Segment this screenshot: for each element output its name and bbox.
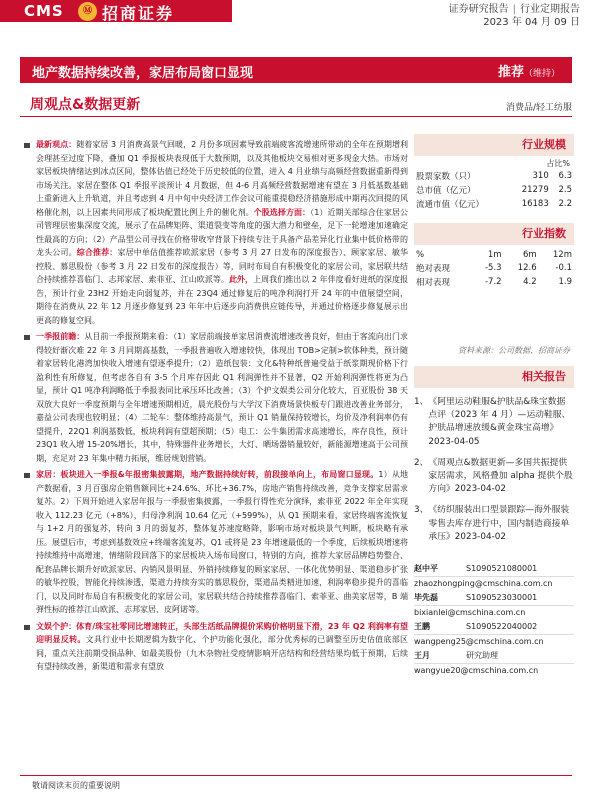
analyst-id: S1090523030001 (466, 593, 538, 602)
page-header (0, 0, 600, 32)
analyst-name: 王鹏 (414, 622, 430, 631)
section-title: 周观点&数据更新 (30, 97, 141, 113)
logo-en: CMS (24, 2, 64, 20)
paragraph-q1-preview: 一季报前瞻：从目前一季报预期来看：（1）家居前端接单家居消费流增速改善良好，但由于客流向出门求得较好渐次难 22 年 3 月同期高基数，一季报普遍收入增速较快，体现出 TOB>定制>软体种类，预计随着家居转化港湾加快收入增速有望逐季提升；（2）造纸包装：文化&特种纸普遍受益于纸浆期现价格下行盈利性有所修复，但考虑各自有 3-5 个月库存因此 Q1 利润弹性并不显著，Q2 开始利润弹性将更为凸显，预计 Q1 吨净利润略低于季报表同比承压环比改善；（3）个护文娱类公司分化较大，百亚股份 38 天双放大良好一季度预期与全年增速预期相近，晨光股份与大学汉下消费场景快板专门跟进改善业务部分，嘉益公司表现也较明显；（4）二轮车：整体维持高景气，预计 Q1 销量保持较增长，均价及净利润率仍有望提升，22Q1 利润基数低，板块利润有望超预期；（5）电工：公牛集团需求高速增长，库存良性，预计 23Q1 收入增 15-20%增长，其中，特殊器件业务增长，大灯、晒场器销量较好，新能源增速高于公司预期，充足对 23 年集中精力拓展，维居规划营销。 (24, 330, 408, 465)
index-row: 相对表现 -7.2 4.2 1.9 (416, 277, 572, 288)
bullet-icon (24, 625, 30, 630)
bullet-icon (24, 335, 30, 340)
rating-badge: 推荐（维持） (497, 65, 560, 80)
index-header-row: % 1m 6m 12m (416, 250, 572, 260)
related-reports-header: 相关报告 (414, 366, 574, 388)
chart-source: 资料来源：公司数据、招商证券 (458, 346, 570, 355)
sector-label: 消费品/轻工纺服 (505, 103, 572, 113)
bullet-icon (24, 473, 30, 478)
analyst-entry (414, 620, 574, 649)
industry-scale-table (414, 169, 574, 211)
industry-index-table (414, 249, 574, 289)
analyst-id: 研究助理 (466, 651, 498, 660)
footer-note: 敬请阅读末页的重要说明 (32, 781, 120, 790)
analyst-email[interactable]: wangpeng25@cmschina.com.cn (414, 637, 544, 646)
analyst-email[interactable]: wangyue20@cmschina.com.cn (414, 666, 539, 675)
analyst-id: S1090522040002 (466, 622, 538, 631)
brand-logo (0, 0, 232, 22)
scale-unit: 占比% (546, 159, 570, 168)
report-type: 证券研究报告 | 行业定期报告 (448, 4, 580, 15)
analyst-entry (414, 591, 574, 620)
analyst-entry (414, 649, 574, 678)
index-chart (414, 289, 574, 345)
scale-row: 流通市值（亿元） 16183 2.2 (416, 199, 572, 210)
related-reports-list (414, 396, 574, 544)
analyst-name: 赵中平 (414, 564, 438, 573)
sidebar (414, 120, 574, 544)
scale-row: 总市值（亿元） 21279 2.5 (416, 185, 572, 196)
logo-cn: 招商证券 (102, 4, 175, 23)
related-report-link[interactable]: 2、 《周观点&数据更新—多国共振提供家居需求，风格叠加 alpha 提供个股方向》2023-04-02 (414, 457, 573, 495)
industry-index-header: 行业指数 (414, 223, 574, 245)
related-report-link[interactable]: 3、 《纺织服装出口型景跟踪—海外服装零售去库存进行中，国内制造商接单承压》2023-04-02 (414, 505, 570, 542)
analyst-email[interactable]: zhaozhongping@cmschina.com.cn (414, 579, 553, 588)
related-report-link[interactable]: 1、 《阿里运动鞋服&护肤品&珠宝数据点评（2023 年 4 月）—运动鞋服、护肤品增速放缓&黄金珠宝高增》2023-04-05 (414, 397, 571, 447)
analyst-entry (414, 562, 574, 591)
analyst-id: S1090521080001 (466, 564, 538, 573)
paragraph-stationery-personal-care: 文娱个护：体育/珠宝社零同比增速转正，头部生活纸品牌提价采购价格明显下滑，23 年 Q2 利润率有望迎明显反转。文具行业中长期逻辑为数字化、个护功能化强化，部分优秀标的已调整至历史估值底部区间，重点关注前期受损品种、如最美股份（九木杂物社受疫情影响开店结构和经营结果均低于预期，后续有望持续改善，新渠道和需求有望放 (24, 620, 408, 674)
title-bar (20, 57, 572, 83)
analyst-list (414, 562, 574, 678)
logo-emblem-icon: Ⓜ (78, 2, 97, 21)
paragraph-home-furnishing: 家居：板块进入一季报&年报密集披露期，地产数据持续好转，前段接单向上，布局窗口显现。1）从地产数据看，3 月百强房企销售额同比+24.6%、环比+36.7%，房地产销售持续改善，竞争支撑家居需求复苏。2）下周开始进入家居年报与一季报密集披露，一季报行得性充分演绎，索菲亚 2022 年全年实现收入 112.23 亿元（+8%），归母净利润 10.64 亿元（+599%），从 Q1 预期来看，家居终端客流恢复与 1+2 月的强复苏，转向 3 月的弱复苏，整体复苏速度略降，影响市场对板块景气判断，板块略有承压。展望后市，考虑到基数效应+终端客流复苏，Q1 或将是 23 年增速最低的一个季度，后续板块增速将持续维持中高增速，情绪阶段回落下的家居板块入场布局窗口，特别的方向，推荐大家居品牌趋势整合、配套品牌长期升好欧派家居、内销风景明显、外销持续修复的顾家家居、一体化优势明显、渠道稳步扩张的敏华控股，智能化持续渗透，渠道力持续夯实的慕思股份，渠道品类精进加速，利润率稳步提升的喜临门，以及同时布局自有积极变化的家居公司，家居联共结合持续推荐喜临门、索菲亚、曲美家居等，B 端弹性标的推荐江山欧派、志邦家居、皮阿诺等。 (24, 468, 408, 617)
report-title: 地产数据持续改善，家居布局窗口显现 (32, 66, 254, 81)
main-body (24, 138, 408, 677)
analyst-email[interactable]: bixianlei@cmschina.com.cn (414, 608, 526, 617)
analyst-name: 毕先磊 (414, 593, 438, 602)
index-row: 绝对表现 -5.3 12.6 -0.1 (416, 263, 572, 274)
divider (20, 116, 572, 117)
paragraph-latest-view: 最新观点：随着家居 3 月消费高景气回暖，2 月份多项因素导致前端疲客流增速所带动的全年在预期增利会理甚至过度下降，叠加 Q1 季报板块表现低于大数预期，以及其他板块交易相对更多现金大热。市场对家居板块情绪达到冰点区间，整体估值已经处于历史较低的位置，进入 4 月业绩与高频经营数据重新得到市场关注。家居在整体 Q1 季报平淡预计 4 月数据，但 4-6 月高频经营数据增速有望在 3 月低基数基础上重新进入上升轨道，并且考虑到 4 月中旬中央经济工作会议可能重提稳经济措施形成中期再次回提的风格催化剂，以上因素共同形成了板块配置比例上升的催化剂。个股选择方面：（1）近期关部综合住家居公司管理层密集深度交流，展示了在品牌矩阵、渠道裂变等角度的强大潜力和壁垒，足下一轮增速加速确定性最高的方向；（2）产品型公司寻找在价格带收窄背景下持续专注于具备产品差异化行业集中低价格带的龙头公司。综合推荐：家居中单估值推荐欧派家居（参考 3 月 27 日发布的深度报告）、顾家家居、敏华控股、慕思股份（参考 3 月 22 日发布的深度报告）等，同时布局自有积极变化的家居公司，家居联共结合持续推荐喜临门、志邦家居、索菲亚、江山欧派等。此外，上周我们推出以 2 年伴度看好进纸的深度报告，预计行业 23H2 开始走向弱复苏，并在 23Q4 通过修复后的吨净利润打开 24 年的中值展望空间，期待在消费从 22 年 12 月逐步修复到 23 年年中后逐步向消费供应链传导，并通过价格逐步修复展示出更高的修复空间。 (24, 138, 408, 327)
bullet-icon (24, 143, 30, 148)
analyst-name: 王月 (414, 651, 430, 660)
industry-scale-header: 行业规模 (414, 134, 574, 156)
footer-divider (20, 775, 572, 776)
scale-row: 股票家数（只） 310 6.3 (416, 171, 572, 182)
report-date: 2023 年 04 月 09 日 (483, 17, 580, 28)
